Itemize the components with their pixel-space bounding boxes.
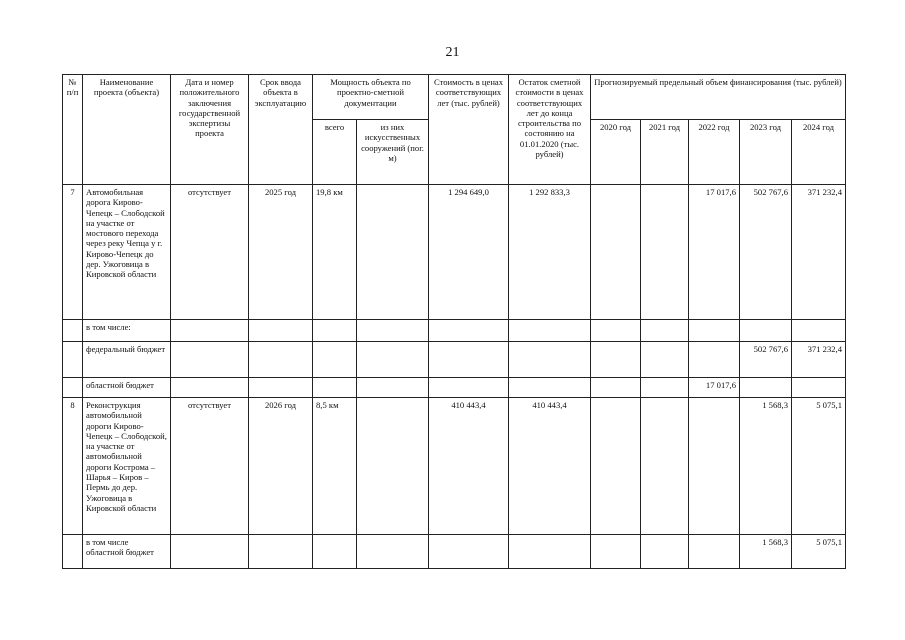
row-capacity-artificial bbox=[357, 320, 429, 342]
row-year-2023: 1 568,3 bbox=[740, 398, 792, 535]
header-expertise: Дата и номер положительного заключения государственной экспертизы проекта bbox=[171, 75, 249, 185]
row-num: 8 bbox=[63, 398, 83, 535]
row-capacity-artificial bbox=[357, 535, 429, 569]
row-cost: 1 294 649,0 bbox=[429, 185, 509, 320]
row-year-2021 bbox=[641, 398, 689, 535]
row-remaining bbox=[509, 378, 591, 398]
header-name: Наименование проекта (объекта) bbox=[83, 75, 171, 185]
row-commission: 2026 год bbox=[249, 398, 313, 535]
table-row bbox=[63, 342, 846, 378]
row-capacity-total bbox=[313, 342, 357, 378]
row-year-2020 bbox=[591, 398, 641, 535]
row-commission bbox=[249, 535, 313, 569]
row-year-2020 bbox=[591, 378, 641, 398]
row-capacity-artificial bbox=[357, 398, 429, 535]
row-capacity-total: 19,8 км bbox=[313, 185, 357, 320]
row-year-2020 bbox=[591, 535, 641, 569]
header-forecast: Прогнозируемый предельный объем финансирования (тыс. рублей) bbox=[591, 75, 846, 120]
row-year-2023: 502 767,6 bbox=[740, 342, 792, 378]
row-remaining: 1 292 833,3 bbox=[509, 185, 591, 320]
row-num bbox=[63, 342, 83, 378]
row-commission bbox=[249, 378, 313, 398]
row-year-2020 bbox=[591, 185, 641, 320]
page-number: 21 bbox=[445, 45, 460, 60]
header-year-2020: 2020 год bbox=[591, 120, 641, 185]
row-capacity-artificial bbox=[357, 342, 429, 378]
row-year-2024 bbox=[792, 320, 846, 342]
row-cost bbox=[429, 378, 509, 398]
row-commission bbox=[249, 342, 313, 378]
row-year-2022 bbox=[689, 342, 740, 378]
header-year-2021: 2021 год bbox=[641, 120, 689, 185]
header-capacity-total: всего bbox=[313, 120, 357, 185]
row-capacity-artificial bbox=[357, 378, 429, 398]
row-year-2020 bbox=[591, 342, 641, 378]
header-capacity-artificial: из них искусственных сооружений (пог. м) bbox=[357, 120, 429, 185]
row-year-2022 bbox=[689, 398, 740, 535]
row-num: 7 bbox=[63, 185, 83, 320]
row-capacity-total: 8,5 км bbox=[313, 398, 357, 535]
row-remaining bbox=[509, 342, 591, 378]
table-row bbox=[63, 398, 846, 535]
row-year-2024: 371 232,4 bbox=[792, 342, 846, 378]
row-remaining: 410 443,4 bbox=[509, 398, 591, 535]
row-year-2023 bbox=[740, 320, 792, 342]
row-remaining bbox=[509, 320, 591, 342]
row-capacity-artificial bbox=[357, 185, 429, 320]
row-year-2021 bbox=[641, 378, 689, 398]
header-year-2024: 2024 год bbox=[792, 120, 846, 185]
row-year-2024: 5 075,1 bbox=[792, 535, 846, 569]
row-expertise bbox=[171, 342, 249, 378]
row-num bbox=[63, 320, 83, 342]
table-row bbox=[63, 185, 846, 320]
row-year-2022: 17 017,6 bbox=[689, 378, 740, 398]
header-remaining: Остаток сметной стоимости в ценах соответствующих лет до конца строительства по состоянию на 01.01.2020 (тыс. рублей) bbox=[509, 75, 591, 185]
row-expertise bbox=[171, 378, 249, 398]
financing-table bbox=[62, 74, 846, 569]
row-name: в том числе областной бюджет bbox=[83, 535, 171, 569]
row-cost: 410 443,4 bbox=[429, 398, 509, 535]
header-cost: Стоимость в ценах соответствующих лет (тыс. рублей) bbox=[429, 75, 509, 185]
row-year-2022 bbox=[689, 535, 740, 569]
row-year-2021 bbox=[641, 320, 689, 342]
table-row bbox=[63, 535, 846, 569]
row-year-2023 bbox=[740, 378, 792, 398]
row-name: в том числе: bbox=[83, 320, 171, 342]
header-capacity: Мощность объекта по проектно-сметной документации bbox=[313, 75, 429, 120]
row-remaining bbox=[509, 535, 591, 569]
header-year-2023: 2023 год bbox=[740, 120, 792, 185]
row-expertise bbox=[171, 320, 249, 342]
row-capacity-total bbox=[313, 378, 357, 398]
row-cost bbox=[429, 342, 509, 378]
table-row bbox=[63, 320, 846, 342]
row-expertise: отсутствует bbox=[171, 185, 249, 320]
row-year-2021 bbox=[641, 342, 689, 378]
header-year-2022: 2022 год bbox=[689, 120, 740, 185]
row-year-2024: 5 075,1 bbox=[792, 398, 846, 535]
row-expertise bbox=[171, 535, 249, 569]
row-name: Реконструкция автомобильной дороги Кирово-Чепецк – Слободской, на участке от автомобильной дороги Кострома – Шарья – Киров – Пермь до дер. Ужоговица в Кировской области bbox=[83, 398, 171, 535]
table-row bbox=[63, 378, 846, 398]
row-capacity-total bbox=[313, 535, 357, 569]
row-commission: 2025 год bbox=[249, 185, 313, 320]
header-num: № п/п bbox=[63, 75, 83, 185]
header-row-top bbox=[63, 75, 846, 120]
row-capacity-total bbox=[313, 320, 357, 342]
row-name: Автомобильная дорога Кирово-Чепецк – Слободской на участке от мостового перехода через реку Чепца у г. Кирово-Чепецк до дер. Ужоговица в Кировской области bbox=[83, 185, 171, 320]
row-commission bbox=[249, 320, 313, 342]
row-num bbox=[63, 535, 83, 569]
row-year-2023: 1 568,3 bbox=[740, 535, 792, 569]
header-commission: Срок ввода объекта в эксплуатацию bbox=[249, 75, 313, 185]
row-name: областной бюджет bbox=[83, 378, 171, 398]
row-year-2022: 17 017,6 bbox=[689, 185, 740, 320]
row-cost bbox=[429, 320, 509, 342]
row-year-2020 bbox=[591, 320, 641, 342]
row-num bbox=[63, 378, 83, 398]
row-cost bbox=[429, 535, 509, 569]
row-expertise: отсутствует bbox=[171, 398, 249, 535]
row-year-2024: 371 232,4 bbox=[792, 185, 846, 320]
row-name: федеральный бюджет bbox=[83, 342, 171, 378]
row-year-2023: 502 767,6 bbox=[740, 185, 792, 320]
row-year-2021 bbox=[641, 185, 689, 320]
row-year-2021 bbox=[641, 535, 689, 569]
row-year-2024 bbox=[792, 378, 846, 398]
row-year-2022 bbox=[689, 320, 740, 342]
